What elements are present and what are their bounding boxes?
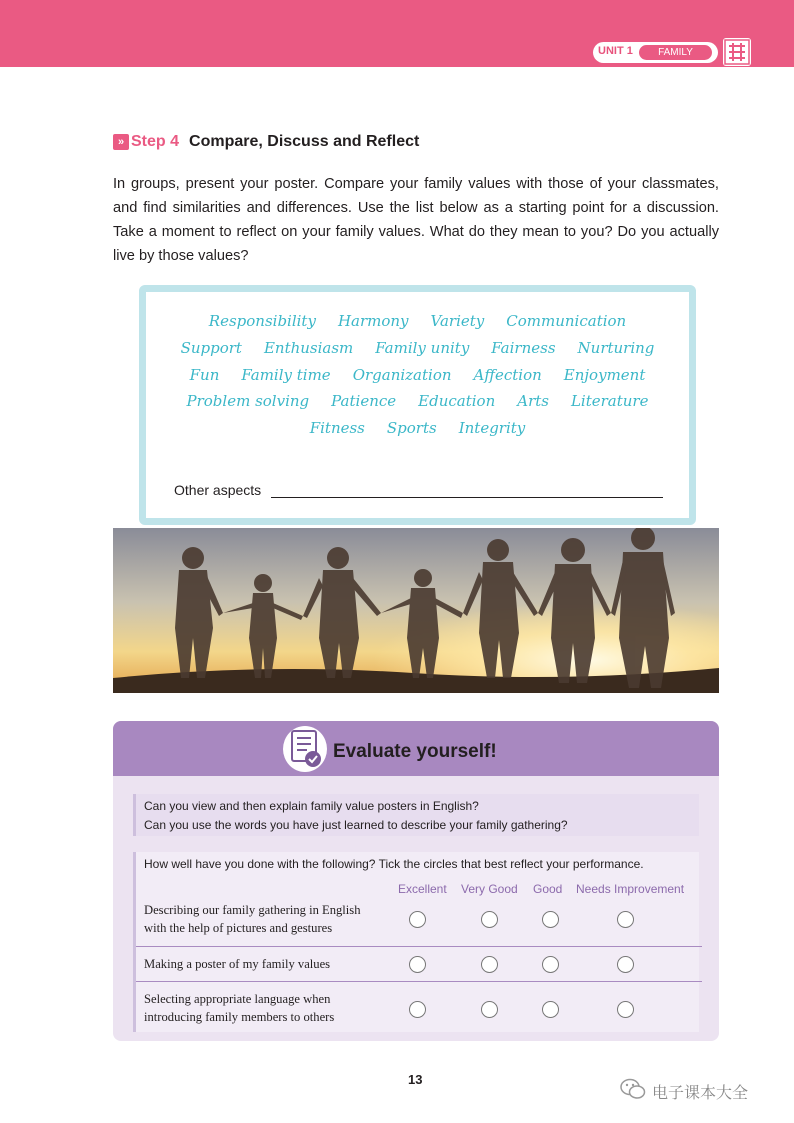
other-aspects-label: Other aspects <box>174 482 262 498</box>
row-2-line-1: Making a poster of my family values <box>144 957 331 971</box>
row-1-very-good-radio[interactable] <box>481 911 498 928</box>
evaluate-title: Evaluate yourself! <box>333 741 497 762</box>
value-word-line <box>146 335 689 362</box>
column-very-good: Very Good <box>461 882 518 896</box>
performance-table <box>133 852 699 1032</box>
row-3-line-2: introducing family members to others <box>144 1010 335 1024</box>
self-check-questions <box>133 794 699 836</box>
column-good: Good <box>533 882 563 896</box>
value-word: Fairness <box>491 339 556 358</box>
value-word: Arts <box>517 392 549 411</box>
value-word: Nurturing <box>577 339 655 358</box>
column-excellent: Excellent <box>398 882 447 896</box>
value-word: Sports <box>386 419 437 438</box>
value-word: Support <box>180 339 242 358</box>
value-word-line <box>146 388 689 415</box>
row-1-line-2: with the help of pictures and gestures <box>144 921 333 935</box>
row-divider <box>136 981 702 982</box>
row-1-excellent-radio[interactable] <box>409 911 426 928</box>
wechat-icon <box>620 1078 646 1105</box>
row-2-needs-improvement-radio[interactable] <box>617 956 634 973</box>
value-word: Education <box>418 392 496 411</box>
unit-topic-tag: FAMILY <box>639 45 712 60</box>
value-word: Family time <box>241 365 331 384</box>
unit-label: UNIT 1 <box>598 45 633 57</box>
row-3-good-radio[interactable] <box>542 1001 559 1018</box>
evaluate-yourself-panel <box>113 721 719 1041</box>
question-2: Can you use the words you have just learned to describe your family gathering? <box>144 818 568 832</box>
wechat-label: 电子课本大全 <box>652 1083 749 1102</box>
table-row-2-label <box>144 955 330 973</box>
value-word: Fitness <box>309 419 365 438</box>
step-heading <box>113 133 419 151</box>
row-3-line-1: Selecting appropriate language when <box>144 992 331 1006</box>
row-1-line-1: Describing our family gathering in English <box>144 903 361 917</box>
page-number: 13 <box>408 1072 423 1087</box>
row-2-good-radio[interactable] <box>542 956 559 973</box>
step-title: Compare, Discuss and Reflect <box>189 133 420 150</box>
table-instructions: How well have you done with the following? Tick the circles that best reflect your performance. <box>144 857 644 871</box>
step-number: Step 4 <box>131 133 180 150</box>
value-word: Harmony <box>337 312 409 331</box>
row-1-good-radio[interactable] <box>542 911 559 928</box>
row-3-very-good-radio[interactable] <box>481 1001 498 1018</box>
value-word: Integrity <box>458 419 526 438</box>
value-word: Enjoyment <box>563 365 646 384</box>
row-1-needs-improvement-radio[interactable] <box>617 911 634 928</box>
row-3-excellent-radio[interactable] <box>409 1001 426 1018</box>
row-3-needs-improvement-radio[interactable] <box>617 1001 634 1018</box>
value-word: Patience <box>331 392 397 411</box>
row-2-very-good-radio[interactable] <box>481 956 498 973</box>
table-row-3-label <box>144 990 334 1026</box>
value-word: Fun <box>189 365 220 384</box>
other-aspects-blank[interactable] <box>271 497 663 498</box>
publisher-logo-icon <box>723 38 751 66</box>
value-word: Organization <box>352 365 452 384</box>
value-word: Enthusiasm <box>263 339 354 358</box>
wechat-watermark <box>620 1078 748 1105</box>
family-values-list <box>146 308 689 441</box>
value-word-line <box>146 415 689 442</box>
value-word: Communication <box>506 312 627 331</box>
value-word: Affection <box>473 365 542 384</box>
value-word: Family unity <box>375 339 470 358</box>
row-2-excellent-radio[interactable] <box>409 956 426 973</box>
checklist-icon <box>283 726 327 772</box>
question-1: Can you view and then explain family value posters in English? <box>144 799 479 813</box>
value-word: Responsibility <box>208 312 316 331</box>
value-word: Literature <box>570 392 649 411</box>
value-word-line <box>146 361 689 388</box>
column-needs-improvement: Needs Improvement <box>576 882 685 896</box>
value-word: Problem solving <box>186 392 310 411</box>
table-row-1-label <box>144 901 361 937</box>
family-silhouette-photo <box>113 528 719 693</box>
value-word-line <box>146 308 689 335</box>
value-word: Variety <box>430 312 485 331</box>
row-divider <box>136 946 702 947</box>
family-values-box <box>139 285 696 525</box>
step-instructions: In groups, present your poster. Compare your family values with those of your classmates, and find similarities and differences. Use the list below as a starting point for a discussion. Take a moment to reflect on your family values. What do they mean to you? Do you actually live by those values? <box>113 176 719 264</box>
double-chevron-icon: » <box>113 134 129 150</box>
